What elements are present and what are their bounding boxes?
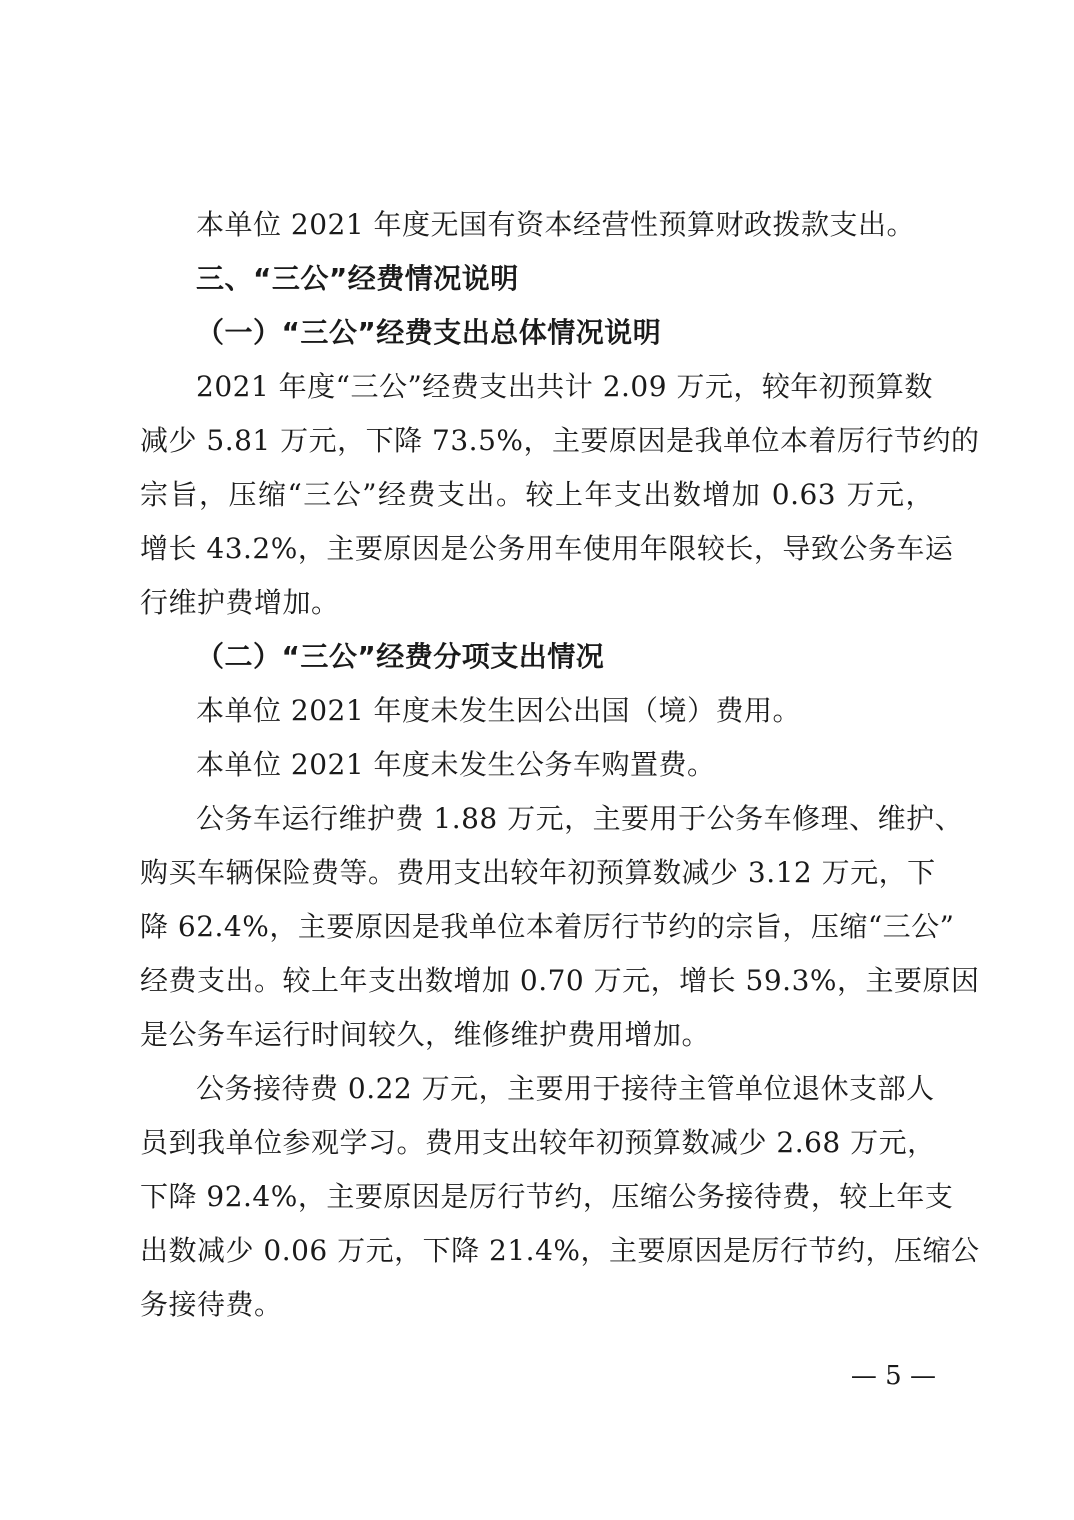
paragraph-line: 出数减少 0.06 万元，下降 21.4%，主要原因是厉行节约，压缩公 [140,1234,980,1267]
paragraph-line: 行维护费增加。 [140,586,340,619]
paragraph-line: 下降 92.4%，主要原因是厉行节约，压缩公务接待费，较上年支 [140,1180,954,1213]
paragraph-line: 务接待费。 [140,1288,283,1321]
paragraph-line: 本单位 2021 年度未发生公务车购置费。 [196,748,716,781]
page-number: — 5 — [850,1361,936,1391]
subsection-heading: （二）“三公”经费分项支出情况 [196,640,605,673]
paragraph-line: 宗旨，压缩“三公”经费支出。较上年支出数增加 0.63 万元， [140,478,934,511]
paragraph-line: 增长 43.2%，主要原因是公务用车使用年限较长，导致公务车运 [140,532,954,565]
subsection-heading: （一）“三公”经费支出总体情况说明 [196,316,662,349]
paragraph-line: 经费支出。较上年支出数增加 0.70 万元，增长 59.3%，主要原因 [140,964,980,997]
section-heading: 三、“三公”经费情况说明 [196,262,519,295]
paragraph-line: 公务接待费 0.22 万元，主要用于接待主管单位退休支部人 [196,1072,935,1105]
paragraph-line: 购买车辆保险费等。费用支出较年初预算数减少 3.12 万元，下 [140,856,936,889]
paragraph-line: 员到我单位参观学习。费用支出较年初预算数减少 2.68 万元， [140,1126,936,1159]
paragraph-line: 减少 5.81 万元，下降 73.5%，主要原因是我单位本着厉行节约的 [140,424,980,457]
paragraph-line: 2021 年度“三公”经费支出共计 2.09 万元，较年初预算数 [196,370,933,403]
paragraph-line: 降 62.4%，主要原因是我单位本着厉行节约的宗旨，压缩“三公” [140,910,955,943]
paragraph-line: 本单位 2021 年度未发生因公出国（境）费用。 [196,694,802,727]
paragraph-line: 公务车运行维护费 1.88 万元，主要用于公务车修理、维护、 [196,802,964,835]
paragraph-line: 本单位 2021 年度无国有资本经营性预算财政拨款支出。 [196,208,916,241]
paragraph-line: 是公务车运行时间较久，维修维护费用增加。 [140,1018,711,1051]
